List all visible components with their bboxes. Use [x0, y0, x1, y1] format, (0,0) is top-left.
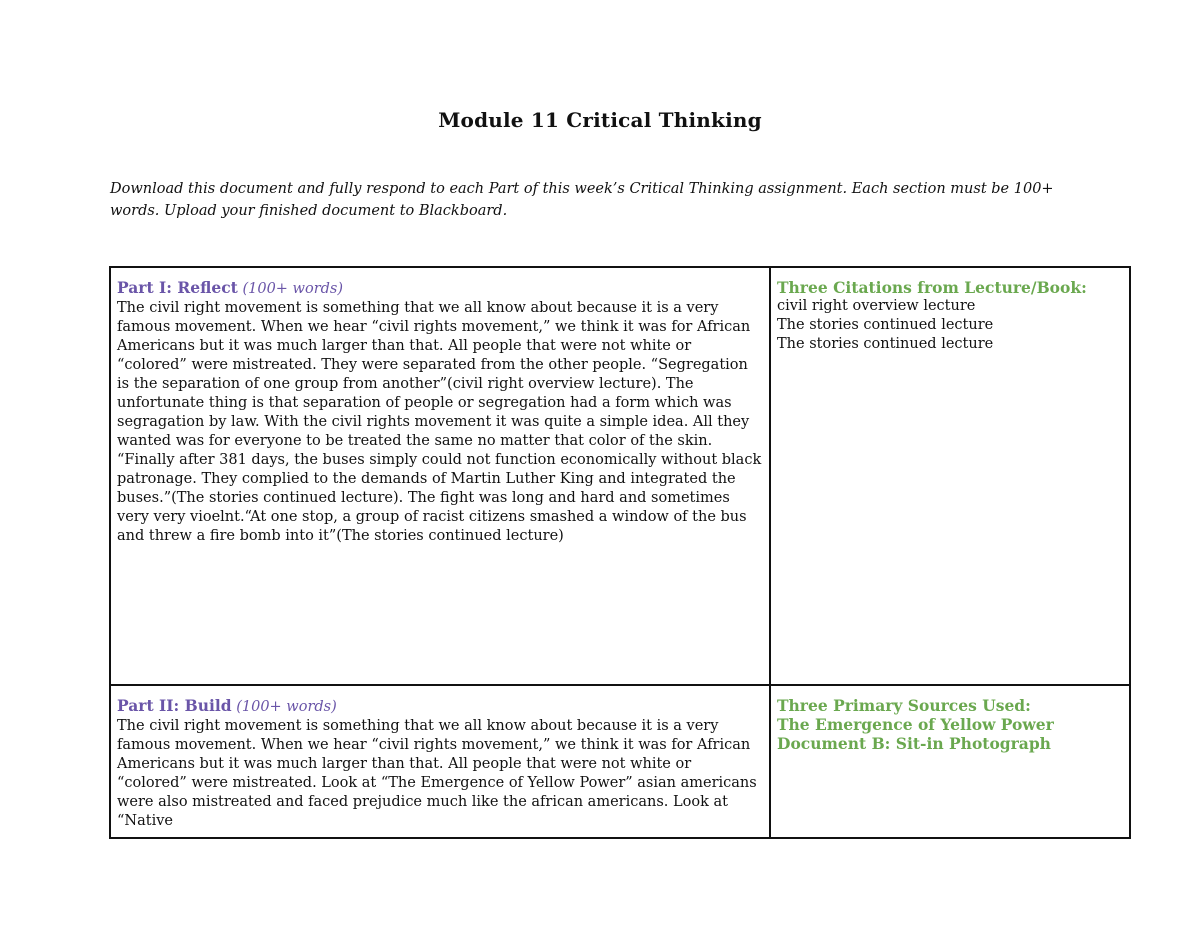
- citations-heading: Three Citations from Lecture/Book:: [777, 278, 1087, 297]
- part2-word-note: (100+ words): [236, 699, 337, 715]
- part1-cell[interactable]: [110, 267, 770, 685]
- table-row: [110, 685, 1130, 838]
- part1-word-note: (100+ words): [242, 281, 344, 297]
- part2-heading: Part II: Build: [117, 696, 232, 715]
- part2-response-text[interactable]: The civil right movement is something that we all know about because it is a very famous movement. When we hear “civil rights movement,” we think it was for African Americans but it was much larger than that. All people that were not white or “colored” were mistreated. Look at “The Emergence of Yellow Power” asian americans were also mistreated and faced prejudice much like the african americans. Look at “Native: [117, 718, 757, 829]
- citation-item[interactable]: The stories continued lecture: [777, 317, 994, 333]
- part2-cell[interactable]: [110, 685, 770, 838]
- citation-item[interactable]: The stories continued lecture: [777, 336, 994, 352]
- citation-item[interactable]: civil right overview lecture: [777, 298, 976, 314]
- document-title: Module 11 Critical Thinking: [438, 108, 762, 132]
- primary-source-item[interactable]: Document B: Sit-in Photograph: [777, 734, 1051, 753]
- response-table: [109, 266, 1131, 839]
- part1-heading: Part I: Reflect: [117, 278, 238, 297]
- part1-response-text[interactable]: The civil right movement is something that we all know about because it is a very famous movement. When we hear “civil rights movement,” we think it was for African Americans but it was much larger than that. All people that were not white or “colored” were mistreated. They were separated from the other people. “Segregation is the separation of one group from another”(civil right overview lecture). The unfortunate thing is that separation of people or segregation had a form which was segragation by law. With the civil rights movement it was quite a simple idea. All they wanted was for everyone to be treated the same no matter that color of the skin. “Finally after 381 days, the buses simply could not function economically without black patronage. They complied to the demands of Martin Luther King and integrated the buses.”(The stories continued lecture). The fight was long and hard and sometimes very very vioelnt.“At one stop, a group of racist citizens smashed a window of the bus and threw a fire bomb into it”(The stories continued lecture): [117, 300, 762, 544]
- citations-cell[interactable]: [770, 267, 1130, 685]
- table-row: [110, 267, 1130, 685]
- primary-sources-heading: Three Primary Sources Used:: [777, 696, 1031, 715]
- primary-sources-cell[interactable]: [770, 685, 1130, 838]
- primary-source-item[interactable]: The Emergence of Yellow Power: [777, 715, 1054, 734]
- assignment-instructions: Download this document and fully respond to each Part of this week’s Critical Thinking assignment. Each section must be 100+ words. Upload your finished document to Blackboard.: [110, 181, 1054, 219]
